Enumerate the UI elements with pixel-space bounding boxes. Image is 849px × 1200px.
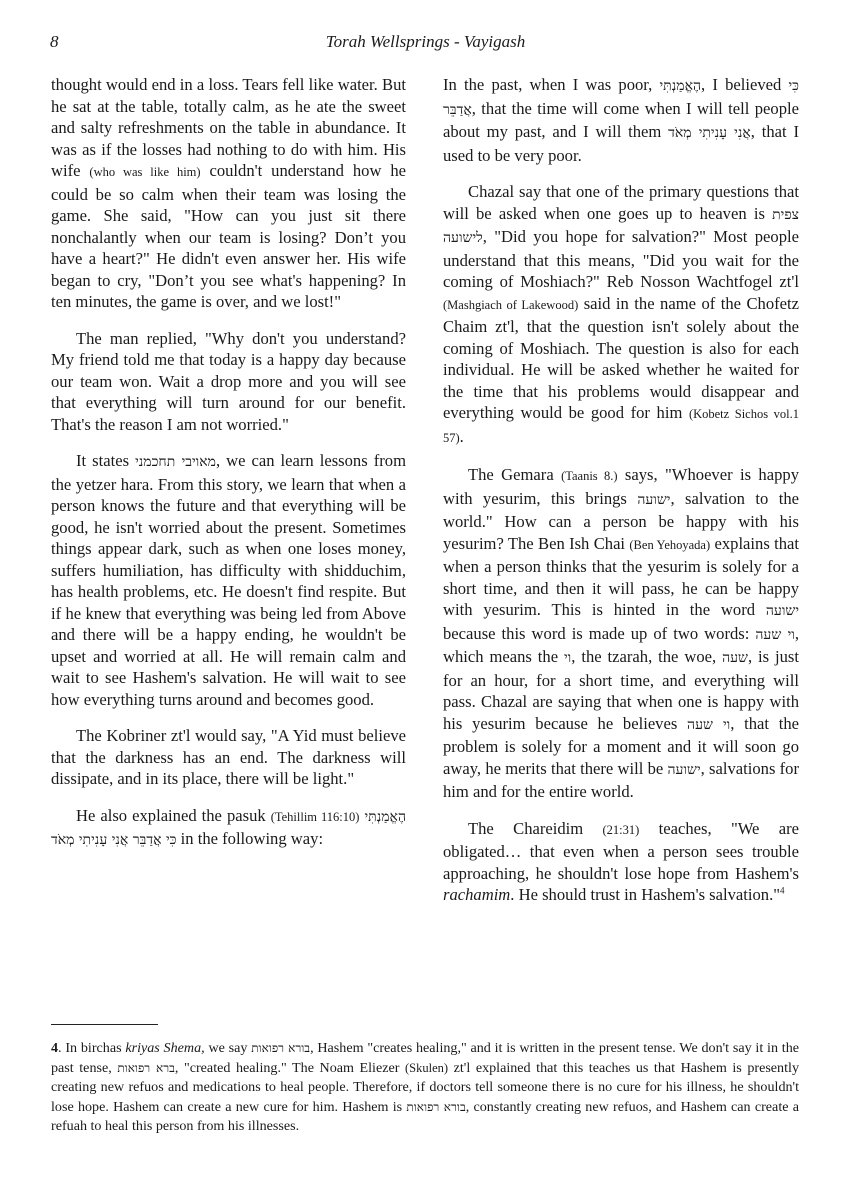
source-reference: (21:31) (602, 822, 640, 837)
paragraph (443, 181, 799, 449)
hebrew-word: ישועה (667, 761, 701, 778)
text: , that the problem is solely for a moment and it will soon go away, he merits that there will be (443, 713, 800, 778)
text: , which means the (443, 623, 800, 666)
hebrew-word: שעה (722, 650, 748, 666)
text: In the past, when I was poor, (443, 75, 660, 94)
italic-term: kriyas Shema, (125, 1040, 205, 1056)
hebrew-phrase: ברא רפואות (117, 1060, 175, 1075)
hebrew-phrase: צפית לישועה (443, 206, 799, 246)
source-reference: (Tehillim 116:10) (270, 809, 360, 824)
text: , Hashem "creates healing," and it is written in the present tense. We don't say it in the past tense, (51, 1040, 799, 1076)
paragraph (443, 74, 799, 166)
left-column (51, 74, 406, 867)
footnote-number: 4 (51, 1040, 59, 1056)
hebrew-word: ישועה (637, 491, 671, 508)
source-reference: (who was like him) (89, 165, 201, 179)
text: in the following way: (176, 829, 324, 848)
text: zt'l explained that this teaches us that Hashem is presently creating new refuos and medications to heal people. Therefore, if doctors tell someone there is no cure for his illness, he shouldn't lose hope. Hashem can create a new cure for him. Hashem is (51, 1059, 799, 1115)
source-reference: (Kobetz Sichos vol.1 57) (443, 407, 799, 445)
text: says, "Whoever is happy with yesurim, this brings (443, 465, 799, 508)
hebrew-verse: הֶאֱמַנְתִּי כִּי אֲדַבֵּר אֲנִי עָנִיתִי מְאֹד (51, 808, 406, 848)
text: , we can learn lessons from the yetzer hara. From this story, we learn that when a person knows the future and that everything will be good, he isn't worried about the present. Sometimes things appear dark, such as when one loses money, suffers humiliation, has difficulty with shidduchim, has health problems, etc. He doesn't find respite. But if he knew that everything was being led from Above and there will be a happy ending, he wouldn't be upset and worried at all. He will remain calm and wait to see Hashem's salvation. He will wait to see how everything turns around and becomes good. (51, 451, 406, 709)
text: He also explained the pasuk (76, 805, 271, 825)
page-number: 8 (50, 32, 59, 51)
text: , salvations for him and for the entire world. (443, 758, 800, 801)
hebrew-word: ישועה (765, 603, 799, 619)
hebrew-word: הֶאֱמַנְתִּי (659, 78, 702, 94)
text: It states (76, 451, 136, 470)
text: , is just for an hour, for a short time, and everything will pass. Chazal are saying that when one is happy with his yesurim because he believes (443, 647, 799, 733)
hebrew-phrase: בורא רפואות (406, 1099, 466, 1114)
running-title: Torah Wellsprings - Vayigash (325, 32, 526, 51)
text: explains that when a person thinks that the yesurim is solely for a short time, and then it will pass, he can be happy with yesurim. This is hinted in the word (443, 533, 800, 619)
text: , I believed (701, 75, 789, 94)
hebrew-word: וי (564, 650, 572, 666)
source-reference: (Taanis 8.) (561, 469, 618, 483)
hebrew-word: כִּי אֲדַבֵּר (443, 78, 800, 118)
text: teaches, "We are obligated… that even when a person sees trouble approaching, he shouldn't lose hope from Hashem's (443, 818, 799, 883)
right-column (443, 74, 799, 921)
text: . (459, 426, 464, 446)
text: thought would end in a loss. Tears fell like water. But he sat at the table, totally calm, as he ate the sweet and salty refreshments on the table in abundance. It was as if the losses had nothing to do with him. His wife (51, 75, 406, 180)
text: because this word is made up of two words: (443, 623, 756, 643)
hebrew-word: וי שעה (687, 716, 731, 733)
hebrew-phrase: אֲנִי עָנִיתִי מְאֹד (668, 125, 751, 141)
text: , that the time will come when I will tell people about my past, and I will them (443, 98, 799, 141)
text: , that I used to be very poor. (443, 122, 799, 165)
hebrew-phrase: בורא רפואות (251, 1041, 311, 1055)
text: , "created healing." The Noam Eliezer (174, 1059, 405, 1076)
paragraph (51, 725, 406, 790)
paragraph (51, 74, 406, 313)
footnote-divider (51, 1024, 158, 1025)
text: . He should trust in Hashem's salvation." (510, 885, 781, 904)
italic-term: rachamim (443, 885, 511, 904)
text: said in the name of the Chofetz Chaim zt'l, that the question isn't solely about the coming of Moshiach. The question is also for each individual. He will be asked whether he waited for the time that his problems would disappear and everything would be good for him (443, 293, 800, 422)
text: couldn't understand how he could be so calm when their team was losing the game. She said, "How can you just sit there nonchalantly when our team is losing? Don’t you have a heart?" He didn't even answer her. His wife began to cry, "Don’t you see what's happening? In ten minutes, the game is over, and we lost!" (51, 161, 407, 311)
text: Chazal say that one of the primary questions that will be asked when one goes up to heaven is (443, 182, 799, 223)
footnote-text (51, 1039, 799, 1137)
source-reference: (Ben Yehoyada) (629, 537, 711, 552)
text: , "Did you hope for salvation?" Most people understand that this means, "Did you wait for the coming of Moshiach?" Reb Nosson Wachtfogel zt'l (443, 227, 799, 291)
text: The Gemara (468, 465, 562, 484)
source-reference: (Skulen) (405, 1060, 449, 1075)
text: , the tzarah, the woe, (571, 647, 723, 666)
text: . In birchas (58, 1040, 126, 1056)
text: The Chareidim (468, 818, 603, 838)
paragraph (51, 328, 406, 436)
text: The man replied, "Why don't you understand? My friend told me that today is a happy day because our team won. Wait a drop more and you will see that everything will turn around for our benefit. That's the reason I am not worried." (51, 328, 406, 434)
footnote (51, 1039, 799, 1137)
hebrew-phrase: מאויבי תחכמני (135, 454, 216, 470)
paragraph (51, 450, 406, 710)
paragraph (51, 805, 406, 852)
text: , salvation to the world." How can a person be happy with his yesurim? The Ben Ish Chai (443, 488, 799, 553)
text: The Kobriner zt'l would say, "A Yid must believe that the darkness has an end. The darkness will dissipate, and in its place, there will be light." (51, 726, 406, 788)
hebrew-word: וי שעה (755, 626, 795, 643)
source-reference: (Mashgiach of Lakewood) (443, 297, 579, 312)
paragraph (443, 464, 799, 803)
footnote-marker[interactable]: 4 (780, 885, 785, 896)
text: , constantly creating new refuos, and Hashem can create a refuah to heal this person from his illnesses. (51, 1098, 799, 1135)
paragraph (443, 818, 799, 906)
running-header (50, 32, 801, 56)
text: we say (204, 1040, 252, 1056)
